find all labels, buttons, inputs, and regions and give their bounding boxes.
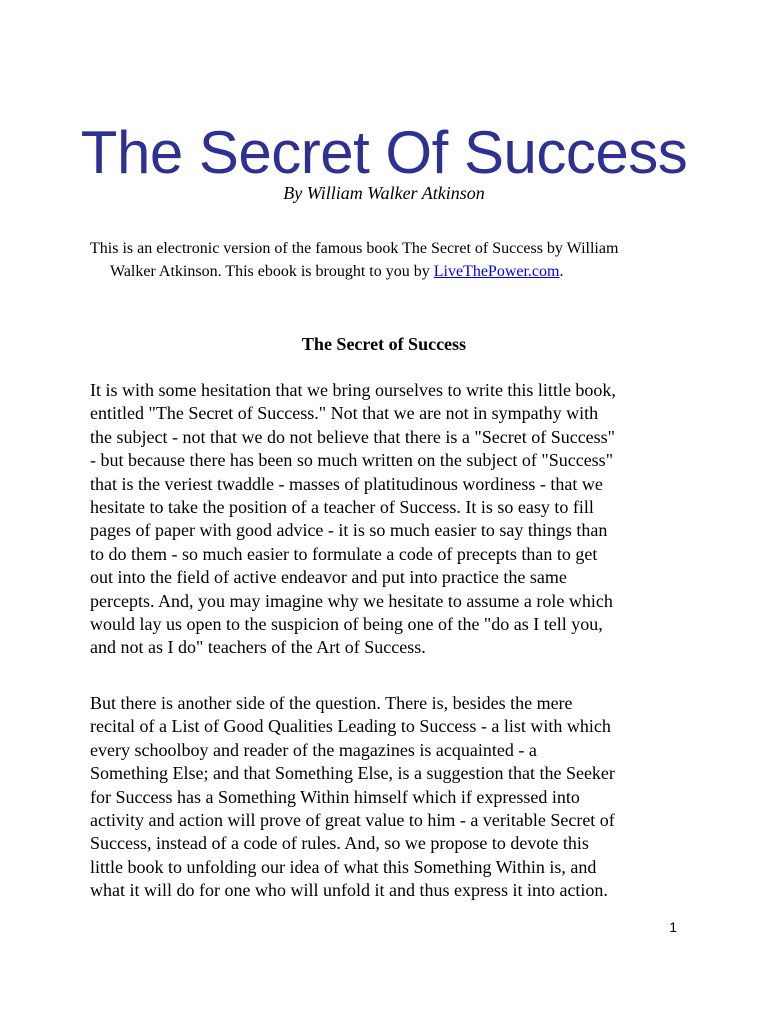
paragraph-line: It is with some hesitation that we bring ourselves to write this little book,: [90, 380, 616, 400]
paragraph-line: what it will do for one who will unfold it and thus express it into action.: [90, 880, 608, 901]
paragraph-line: Something Else; and that Something Else, is a suggestion that the Seeker: [90, 763, 615, 784]
paragraph-line: - but because there has been so much written on the subject of "Success": [90, 450, 614, 471]
paragraph-line: activity and action will prove of great value to him - a veritable Secret of: [90, 810, 615, 831]
body-paragraph-2: [90, 692, 690, 903]
paragraph-line: out into the field of active endeavor and put into practice the same: [90, 567, 567, 588]
paragraph-line: that is the veriest twaddle - masses of platitudinous wordiness - that we: [90, 473, 603, 494]
paragraph-line: little book to unfolding our idea of what this Something Within is, and: [90, 856, 597, 877]
body-paragraph-1: [90, 379, 690, 660]
paragraph-line: Success, instead of a code of rules. And, so we propose to devote this: [90, 833, 589, 854]
paragraph-line: recital of a List of Good Qualities Leading to Success - a list with which: [90, 716, 611, 737]
paragraph-line: would lay us open to the suspicion of being one of the "do as I tell you,: [90, 614, 603, 635]
author-byline: By William Walker Atkinson: [283, 183, 485, 203]
section-heading: The Secret of Success: [301, 334, 467, 354]
intro-line-2-suffix: .: [559, 263, 564, 280]
paragraph-line: hesitate to take the position of a teacher of Success. It is so easy to fill: [90, 497, 594, 518]
document-title: The Secret Of Success: [80, 119, 688, 186]
paragraph-line: the subject - not that we do not believe that there is a "Secret of Success": [90, 426, 616, 447]
page-number: 1: [669, 919, 677, 935]
intro-line-2-prefix: Walker Atkinson. This ebook is brought to you by: [110, 263, 434, 280]
intro-line-1: This is an electronic version of the famous book The Secret of Success by William: [90, 240, 619, 257]
paragraph-line: every schoolboy and reader of the magazines is acquainted - a: [90, 739, 537, 760]
intro-paragraph: [90, 237, 680, 283]
paragraph-line: and not as I do" teachers of the Art of Success.: [90, 637, 426, 658]
paragraph-line: But there is another side of the question. There is, besides the mere: [90, 693, 573, 713]
paragraph-line: pages of paper with good advice - it is so much easier to say things than: [90, 520, 608, 541]
paragraph-line: entitled "The Secret of Success." Not that we are not in sympathy with: [90, 403, 599, 424]
livethepower-link[interactable]: LiveThePower.com: [433, 263, 560, 280]
paragraph-line: for Success has a Something Within himself which if expressed into: [90, 786, 580, 807]
paragraph-line: percepts. And, you may imagine why we hesitate to assume a role which: [90, 590, 613, 611]
intro-line-2: [90, 260, 680, 283]
paragraph-line: to do them - so much easier to formulate a code of precepts than to get: [90, 543, 598, 564]
